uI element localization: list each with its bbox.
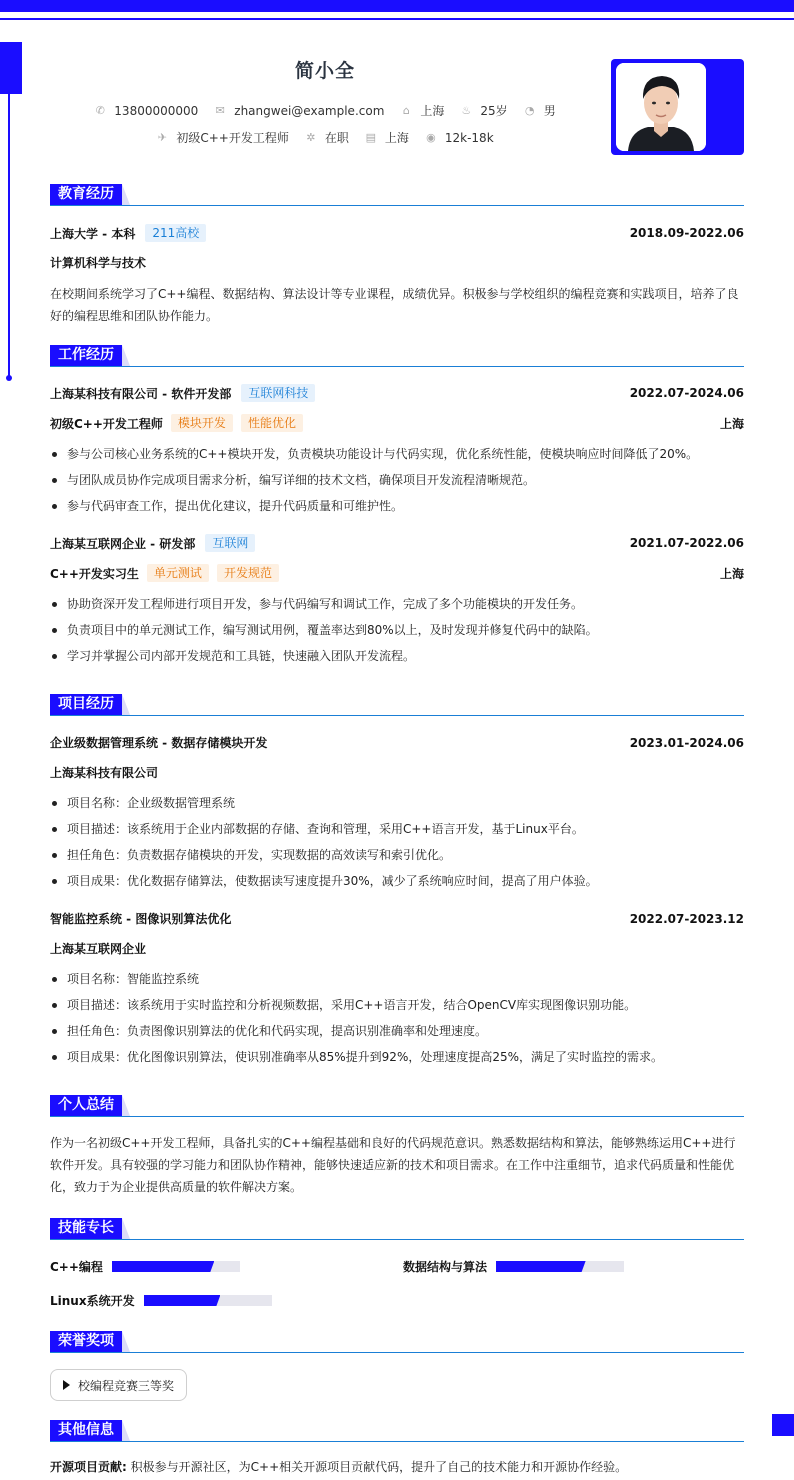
contact-row <box>50 97 600 124</box>
major-name: 计算机科学与技术 <box>50 256 147 270</box>
salary-text: 12k-18k <box>444 130 494 145</box>
skill-level-fill <box>496 1261 586 1272</box>
work-company-row <box>50 384 744 402</box>
work-skill-tag: 开发规范 <box>217 564 279 582</box>
resume-header <box>50 56 600 151</box>
section-education <box>50 184 744 206</box>
list-item: 协助资深开发工程师进行项目开发，参与代码编写和调试工作，完成了多个功能模块的开发任务。 <box>50 595 744 621</box>
work-industry-tag: 互联网 <box>205 534 255 552</box>
send-icon: ✈ <box>157 131 167 144</box>
phone-text: 13800000000 <box>114 103 199 118</box>
city-item <box>400 102 444 119</box>
award-item[interactable] <box>50 1369 187 1401</box>
avatar <box>616 63 706 151</box>
skill-name: C++编程 <box>50 1260 103 1274</box>
award-text: 校编程竞赛三等奖 <box>78 1378 175 1393</box>
work-role-row <box>50 414 744 432</box>
work-period: 2022.07-2024.06 <box>629 386 744 400</box>
work-skill-tag: 性能优化 <box>241 414 303 432</box>
education-row <box>50 224 744 242</box>
list-item: 学习并掌握公司内部开发规范和工具链，快速融入团队开发流程。 <box>50 647 744 673</box>
age-text: 25岁 <box>480 104 508 118</box>
project-company: 上海某互联网企业 <box>50 942 147 956</box>
list-item: 项目名称：企业级数据管理系统 <box>50 794 744 820</box>
skill-level-fill <box>144 1295 221 1306</box>
project-bullets <box>50 794 744 898</box>
list-item: 项目描述：该系统用于实时监控和分析视频数据，采用C++语言开发，结合OpenCV库实现图像识别功能。 <box>50 996 744 1022</box>
settings-icon: ✲ <box>306 131 316 144</box>
education-description: 在校期间系统学习了C++编程、数据结构、算法设计等专业课程，成绩优异。积极参与学校组织的编程竞赛和实践项目，培养了良好的编程思维和团队协作能力。 <box>50 287 739 323</box>
left-accent-block <box>0 42 22 94</box>
other-text: 积极参与开源社区，为C++相关开源项目贡献代码，提升了自己的技术能力和开源协作经验。 <box>130 1460 628 1474</box>
project-title: 企业级数据管理系统 - 数据存储模块开发 <box>50 736 268 750</box>
left-accent-line <box>8 94 10 377</box>
salary-item <box>425 131 494 145</box>
left-accent-dot <box>6 375 12 381</box>
right-accent-block <box>772 1414 794 1436</box>
project-period: 2022.07-2023.12 <box>629 911 744 926</box>
section-title-awards: 荣誉奖项 <box>50 1331 122 1352</box>
skill-item <box>50 1258 240 1275</box>
phone-icon: ✆ <box>95 104 105 117</box>
major-row <box>50 254 744 271</box>
education-period: 2018.09-2022.06 <box>629 226 744 240</box>
position-item <box>156 129 289 146</box>
list-item: 担任角色：负责图像识别算法的优化和代码实现，提高识别准确率和处理速度。 <box>50 1022 744 1048</box>
work-skill-tag: 单元测试 <box>147 564 209 582</box>
status-item <box>305 129 349 146</box>
gender-text: 男 <box>543 104 556 118</box>
work-bullets <box>50 595 744 673</box>
section-title-skills: 技能专长 <box>50 1218 122 1239</box>
project-company-row <box>50 764 744 781</box>
candidate-name: 简小全 <box>294 60 355 82</box>
job-intent-row <box>50 124 600 151</box>
list-item: 参与代码审查工作，提出优化建议，提升代码质量和可维护性。 <box>50 497 744 523</box>
section-skills <box>50 1218 744 1240</box>
list-item: 负责项目中的单元测试工作，编写测试用例，覆盖率达到80%以上，及时发现并修复代码中的缺陷。 <box>50 621 744 647</box>
section-awards <box>50 1331 744 1353</box>
project-bullets <box>50 970 744 1074</box>
skill-item <box>403 1258 624 1275</box>
section-tail <box>122 1420 130 1441</box>
skill-bar <box>112 1261 240 1272</box>
section-projects <box>50 694 744 716</box>
gender-item <box>524 102 556 119</box>
project-company-row <box>50 940 744 957</box>
work-location: 上海 <box>719 566 744 581</box>
school-tag: 211高校 <box>145 224 206 242</box>
cake-icon: ♨ <box>461 104 472 117</box>
gender-icon: ◔ <box>524 104 535 117</box>
skill-level-fill <box>112 1261 214 1272</box>
section-tail <box>122 1331 130 1352</box>
section-work <box>50 345 744 367</box>
email-item <box>214 104 384 118</box>
section-summary <box>50 1095 744 1117</box>
target-city-text: 上海 <box>384 131 409 145</box>
mail-icon: ✉ <box>215 104 225 117</box>
section-tail <box>122 1095 130 1116</box>
city-text: 上海 <box>420 104 445 118</box>
list-item: 担任角色：负责数据存储模块的开发，实现数据的高效读写和索引优化。 <box>50 846 744 872</box>
top-accent-bar <box>0 0 794 12</box>
section-title-work: 工作经历 <box>50 345 122 366</box>
building-icon: ▤ <box>365 131 377 144</box>
work-company: 上海某科技有限公司 - 软件开发部 <box>50 386 232 401</box>
section-title-projects: 项目经历 <box>50 694 122 715</box>
section-tail <box>122 1218 130 1239</box>
work-location: 上海 <box>719 416 744 431</box>
section-tail <box>122 345 130 366</box>
section-tail <box>122 694 130 715</box>
section-tail <box>122 184 130 205</box>
work-skill-tag: 模块开发 <box>171 414 233 432</box>
photo-frame <box>611 59 744 155</box>
skill-item <box>50 1292 272 1309</box>
work-role: C++开发实习生 <box>50 566 139 581</box>
project-company: 上海某科技有限公司 <box>50 766 159 780</box>
section-title-education: 教育经历 <box>50 184 122 205</box>
project-title-row <box>50 734 744 751</box>
summary-text: 作为一名初级C++开发工程师，具备扎实的C++编程基础和良好的代码规范意识。熟悉数据结构和算法，能够熟练运用C++进行软件开发。具有较强的学习能力和团队协作精神，能够快速适应新的技术和项目需求。在工作中注重细节，追求代码质量和性能优化，致力于为企业提供高质量的软件解决方案。 <box>50 1136 736 1194</box>
work-period: 2021.07-2022.06 <box>629 536 744 550</box>
project-title: 智能监控系统 - 图像识别算法优化 <box>50 912 232 926</box>
play-icon <box>63 1380 70 1390</box>
email-text: zhangwei@example.com <box>234 103 385 118</box>
work-company-row <box>50 534 744 552</box>
work-company: 上海某互联网企业 - 研发部 <box>50 536 196 551</box>
section-other <box>50 1420 744 1442</box>
list-item: 参与公司核心业务系统的C++模块开发，负责模块功能设计与代码实现，优化系统性能，使模块响应时间降低了20%。 <box>50 445 744 471</box>
top-accent-line <box>0 18 794 20</box>
school-name: 上海大学 - 本科 <box>50 226 136 241</box>
position-text: 初级C++开发工程师 <box>176 131 289 145</box>
other-label: 开源项目贡献: <box>50 1460 127 1474</box>
home-icon: ⌂ <box>402 104 410 117</box>
skill-bar <box>496 1261 624 1272</box>
list-item: 项目描述：该系统用于企业内部数据的存储、查询和管理，采用C++语言开发，基于Linux平台。 <box>50 820 744 846</box>
list-item: 与团队成员协作完成项目需求分析，编写详细的技术文档，确保项目开发流程清晰规范。 <box>50 471 744 497</box>
work-industry-tag: 互联网科技 <box>241 384 315 402</box>
skill-name: Linux系统开发 <box>50 1294 135 1308</box>
work-role-row <box>50 564 744 582</box>
work-bullets <box>50 445 744 523</box>
list-item: 项目成果：优化图像识别算法，使识别准确率从85%提升到92%，处理速度提高25%，满足了实时监控的需求。 <box>50 1048 744 1074</box>
project-period: 2023.01-2024.06 <box>629 735 744 750</box>
target-city-item <box>365 129 409 146</box>
section-title-other: 其他信息 <box>50 1420 122 1441</box>
work-role: 初级C++开发工程师 <box>50 416 163 431</box>
skill-name: 数据结构与算法 <box>403 1260 488 1274</box>
skill-bar <box>144 1295 272 1306</box>
other-info <box>50 1458 744 1475</box>
section-title-summary: 个人总结 <box>50 1095 122 1116</box>
list-item: 项目成果：优化数据存储算法，使数据读写速度提升30%，减少了系统响应时间，提高了用户体验。 <box>50 872 744 898</box>
money-icon: ◉ <box>426 131 436 144</box>
list-item: 项目名称：智能监控系统 <box>50 970 744 996</box>
status-text: 在职 <box>324 131 349 145</box>
age-item <box>460 102 507 119</box>
phone-item <box>94 104 198 118</box>
project-title-row <box>50 910 744 927</box>
